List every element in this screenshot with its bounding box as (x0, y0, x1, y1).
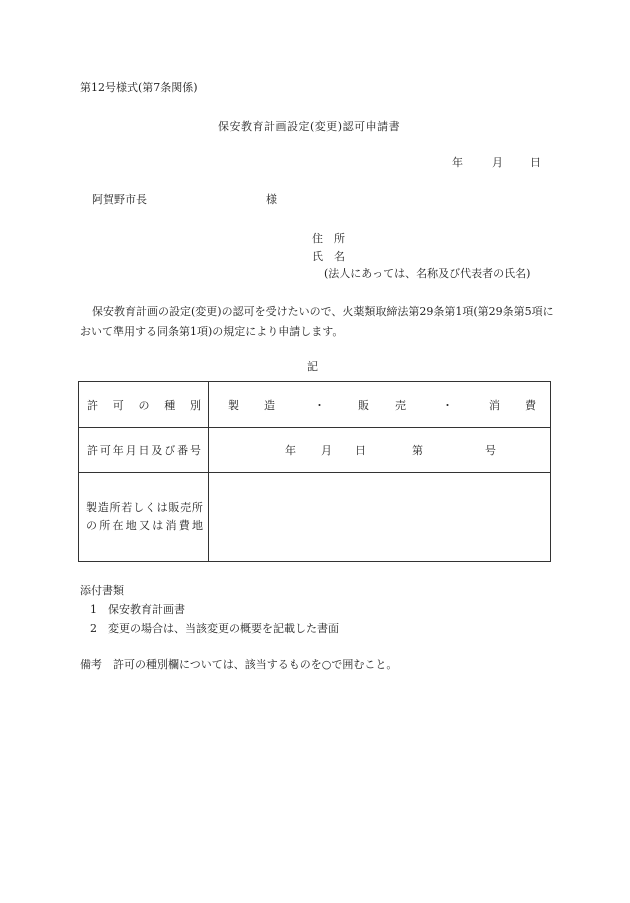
permit-month: 月 (321, 444, 332, 457)
kind-separator: ・ (314, 398, 325, 412)
kind-label-cell (79, 382, 209, 428)
kind-separator: ・ (442, 398, 453, 412)
addressee-honorific: 様 (266, 193, 277, 206)
remarks (80, 658, 397, 672)
addressee-name: 阿賀野市長 (92, 193, 147, 206)
kind-option-char: 売 (395, 398, 406, 412)
kind-option-char: 販 (358, 398, 369, 412)
permit-year: 年 (285, 444, 296, 457)
attachment-text: 保安教育計画書 (108, 603, 185, 616)
day-label: 日 (530, 156, 541, 169)
attachment-number: 2 (90, 622, 97, 635)
location-label-line2: の 所 在 地 又 は 消 費 地 (86, 519, 203, 532)
name-label: 氏 名 (312, 250, 345, 263)
month-label: 月 (492, 156, 503, 169)
kind-option-char: 消 (489, 398, 500, 412)
form-number: 第12号様式(第7条関係) (80, 81, 198, 94)
kind-option-char: 費 (525, 398, 536, 412)
application-statement: 保安教育計画の設定(変更)の認可を受けたいので、火薬類取締法第29条第1項(第29条第5項において準用する同条第1項)の規定により申請します。 (80, 305, 554, 338)
address-label: 住 所 (312, 232, 345, 245)
year-label: 年 (452, 156, 463, 169)
location-value-cell[interactable] (209, 473, 551, 562)
ki-heading: 記 (307, 360, 318, 373)
corporate-note: (法人にあっては、名称及び代表者の氏名) (324, 267, 531, 280)
table-row-location (79, 473, 551, 562)
remarks-label: 備考 (80, 658, 102, 671)
table-row-kind (79, 382, 551, 428)
kind-option-char: 造 (264, 398, 275, 412)
kind-label: 許 可 の 種 別 (87, 398, 201, 412)
attachment-number: 1 (90, 603, 97, 616)
table-row-permit (79, 428, 551, 473)
permit-go: 号 (485, 444, 496, 457)
date-line (452, 156, 541, 170)
location-label-line1: 製 造 所 若 し く は 販 売 所 (86, 501, 203, 514)
attachment-item (90, 603, 185, 617)
attachment-text: 変更の場合は、当該変更の概要を記載した書面 (108, 622, 339, 635)
application-table (78, 381, 551, 562)
attachments-title: 添付書類 (80, 584, 124, 597)
permit-value-cell[interactable] (209, 428, 551, 473)
remarks-text: 許可の種別欄については、該当するものを○で囲むこと。 (113, 658, 398, 671)
permit-label-cell (79, 428, 209, 473)
permit-label: 許 可 年 月 日 及 び 番 号 (87, 444, 201, 457)
location-label (79, 499, 208, 535)
location-label-cell (79, 473, 209, 562)
permit-day: 日 (355, 444, 366, 457)
kind-option-char: 製 (228, 398, 239, 412)
kind-options-cell[interactable] (209, 382, 551, 428)
permit-dai: 第 (412, 444, 423, 457)
document-title: 保安教育計画設定(変更)認可申請書 (218, 120, 401, 133)
attachment-item (90, 622, 339, 636)
